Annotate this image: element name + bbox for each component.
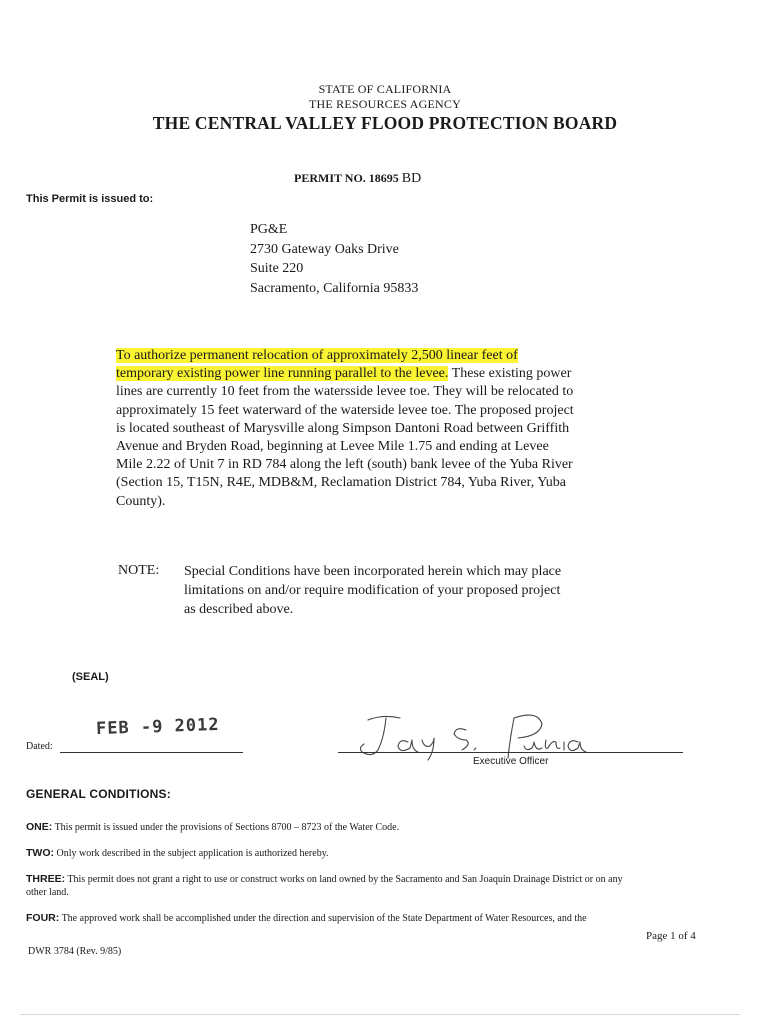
signature-image [338, 708, 588, 763]
header-state: STATE OF CALIFORNIA [318, 82, 452, 96]
recipient-address [250, 220, 418, 298]
highlighted-text-2: temporary existing power line running parallel to the levee. [116, 366, 449, 382]
permit-number [294, 171, 421, 187]
condition-text-continued: other land. [26, 886, 69, 898]
page-number: Page 1 of 4 [646, 930, 696, 942]
board-title: THE CENTRAL VALLEY FLOOD PROTECTION BOARD [152, 113, 618, 133]
note-text [184, 562, 561, 619]
condition-key: THREE: [26, 873, 66, 885]
condition-two [26, 847, 716, 861]
permit-number-label: PERMIT NO. 18695 [294, 171, 399, 185]
condition-text: This permit does not grant a right to use or construct works on land owned by the Sacramento and San Joaquin Drainage District or on any [67, 874, 623, 885]
condition-key: TWO: [26, 847, 54, 859]
general-conditions-title: GENERAL CONDITIONS: [26, 787, 171, 801]
signature-line [338, 752, 683, 753]
description-line-5: is located southeast of Marysville along Simpson Dantoni Road between Griffith [116, 420, 570, 436]
note-label: NOTE: [118, 563, 160, 578]
note-line-2: limitations on and/or require modification of your proposed project [184, 583, 561, 598]
condition-text: Only work described in the subject application is authorized hereby. [56, 848, 329, 859]
dated-label: Dated: [26, 741, 53, 752]
permit-description [116, 347, 574, 511]
address-line-4: Sacramento, California 95833 [250, 280, 419, 296]
address-line-1: PG&E [250, 222, 288, 237]
condition-key: FOUR: [26, 912, 60, 924]
condition-four [26, 912, 726, 926]
description-line-7: Mile 2.22 of Unit 7 in RD 784 along the left (south) bank levee of the Yuba River [116, 457, 573, 473]
condition-one [26, 821, 716, 835]
condition-text: The approved work shall be accomplished under the direction and supervision of the State Department of Water Resources, and the [61, 913, 587, 924]
note-line-3: as described above. [184, 602, 294, 617]
dated-underline [60, 752, 243, 753]
form-number: DWR 3784 (Rev. 9/85) [28, 946, 122, 957]
description-line-2-rest: These existing power [448, 366, 572, 382]
bottom-divider [20, 1014, 740, 1015]
address-line-3: Suite 220 [250, 261, 304, 276]
description-line-9: County). [116, 493, 166, 509]
date-stamp: FEB -9 2012 [95, 714, 220, 740]
description-line-8: (Section 15, T15N, R4E, MDB&M, Reclamation District 784, Yuba River, Yuba [116, 475, 566, 491]
condition-key: ONE: [26, 821, 53, 833]
condition-three [26, 873, 726, 899]
highlighted-text-1: To authorize permanent relocation of approximately 2,500 linear feet of [116, 348, 518, 363]
description-line-3: lines are currently 10 feet from the watersside levee toe. They will be relocated to [116, 384, 574, 400]
description-line-6: Avenue and Bryden Road, beginning at Levee Mile 1.75 and ending at Levee [116, 439, 549, 455]
description-line-4: approximately 15 feet waterward of the waterside levee toe. The proposed project [116, 402, 574, 418]
condition-text: This permit is issued under the provisions of Sections 8700 – 8723 of the Water Code. [54, 822, 400, 833]
note-line-1: Special Conditions have been incorporated herein which may place [184, 564, 562, 579]
address-line-2: 2730 Gateway Oaks Drive [250, 241, 399, 257]
issued-to-label: This Permit is issued to: [26, 193, 154, 205]
executive-officer-title: Executive Officer [473, 756, 549, 767]
seal-label: (SEAL) [72, 671, 109, 683]
permit-number-suffix: BD [401, 171, 422, 186]
header-agency: THE RESOURCES AGENCY [308, 97, 461, 111]
